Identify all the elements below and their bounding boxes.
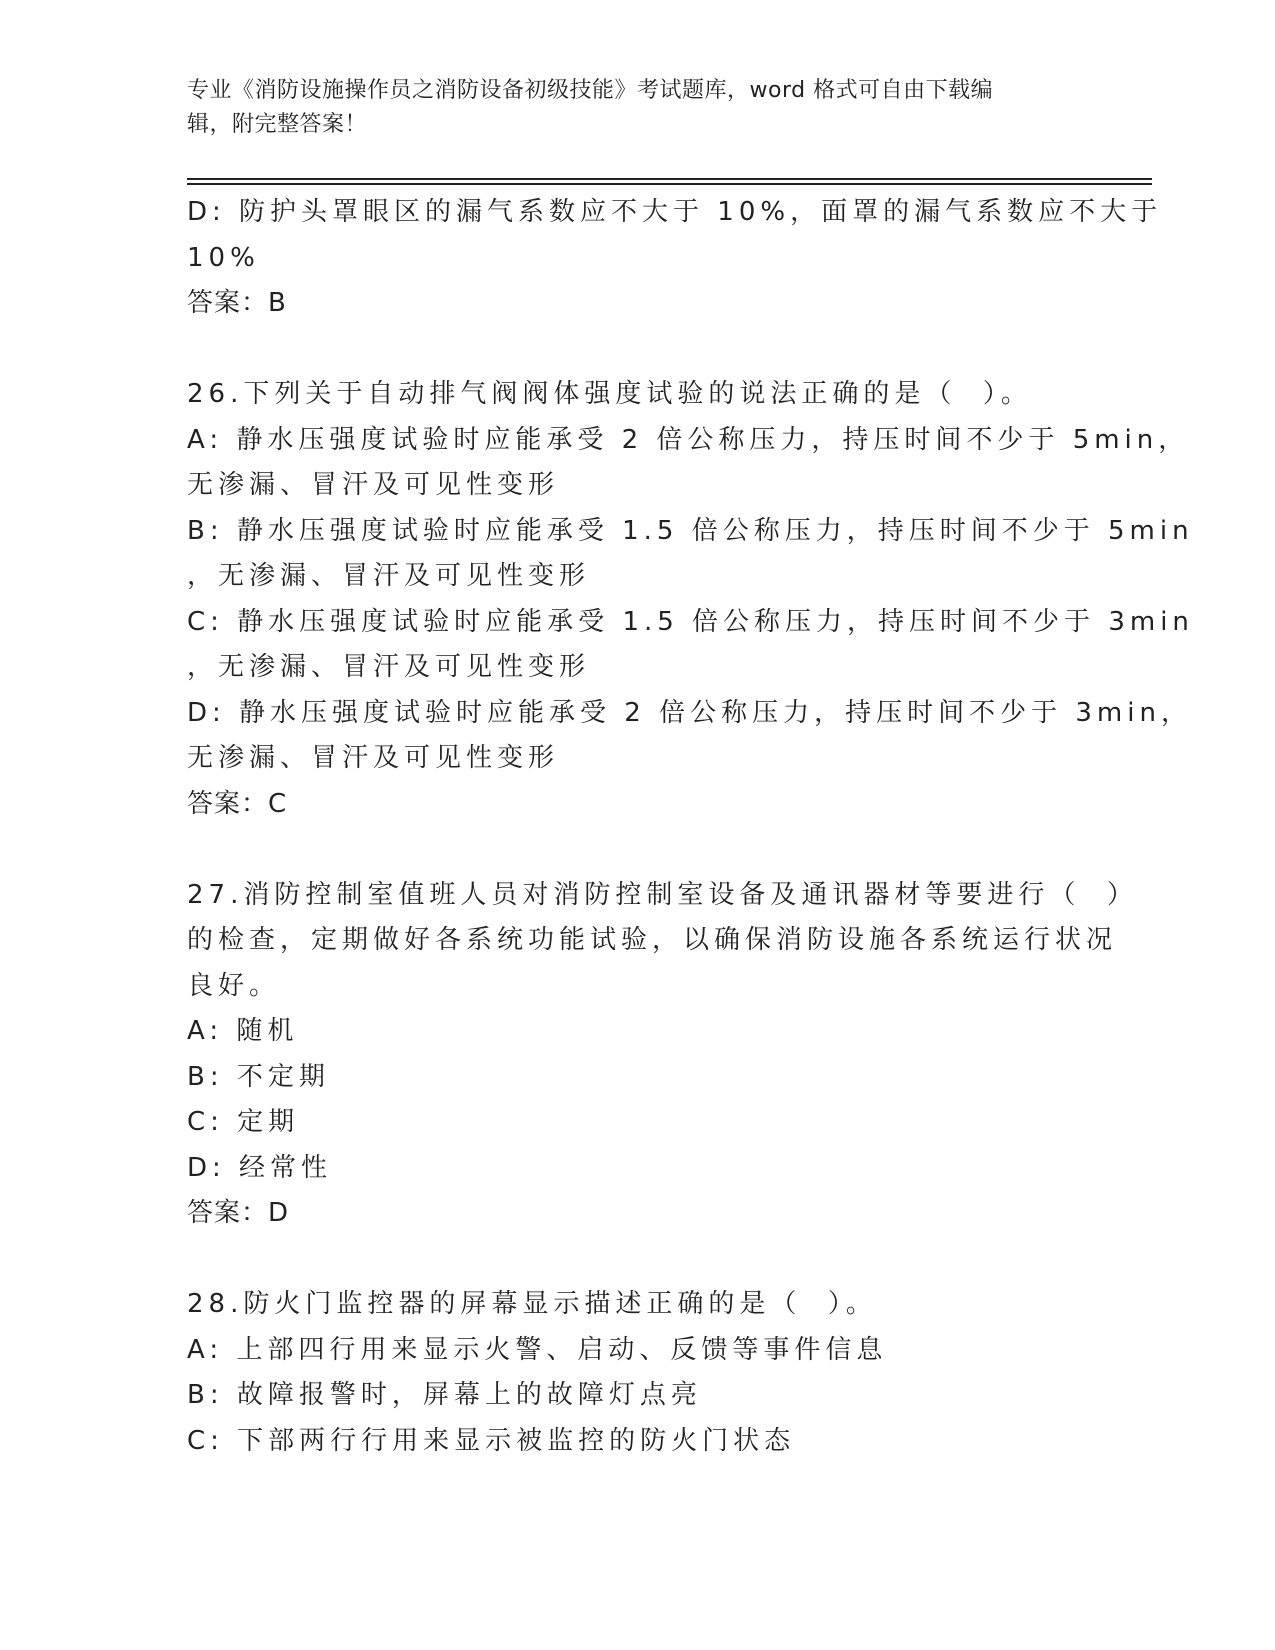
header-divider-bottom (187, 183, 1152, 185)
answer: 答案：C (187, 788, 288, 819)
option-b: B: 故障报警时，屏幕上的故障灯点亮 (187, 1380, 702, 1410)
question-stem: 27.消防控制室值班人员对消防控制室设备及通讯器材等要进行（ ） (187, 879, 1138, 910)
answer: 答案：D (187, 1198, 290, 1228)
option-d-continued: 无渗漏、冒汗及可见性变形 (187, 743, 560, 773)
option-c: C: 定期 (187, 1107, 300, 1137)
option-a: A: 随机 (187, 1016, 299, 1046)
previous-question-tail (187, 190, 1163, 327)
option-b-continued: ，无渗漏、冒汗及可见性变形 (187, 561, 591, 591)
question-stem-continued: 的检查，定期做好各系统功能试验，以确保消防设施各系统运行状况 (187, 925, 1118, 955)
option-c: C: 下部两行行用来显示被监控的防火门状态 (187, 1425, 796, 1456)
answer: 答案：B (187, 288, 287, 318)
header-line-1: 专业《消防设施操作员之消防设备初级技能》考试题库，word 格式可自由下载编 (187, 78, 994, 103)
option-a: A: 上部四行用来显示火警、启动、反馈等事件信息 (187, 1334, 888, 1365)
option-a: A: 静水压强度试验时应能承受 2 倍公称压力，持压时间不少于 5min， (187, 424, 1190, 455)
question-26 (187, 372, 1194, 827)
question-28 (187, 1282, 1087, 1464)
option-b: B: 静水压强度试验时应能承受 1.5 倍公称压力，持压时间不少于 5min (187, 515, 1194, 546)
option-d: D: 防护头罩眼区的漏气系数应不大于 10%，面罩的漏气系数应不大于 (187, 197, 1163, 227)
question-stem-continued: 良好。 (187, 970, 281, 1001)
option-c: C: 静水压强度试验时应能承受 1.5 倍公称压力，持压时间不少于 3min (187, 606, 1194, 637)
question-27 (187, 873, 1138, 1237)
header-line-2: 辑，附完整答案！ (187, 112, 368, 137)
option-d: D: 静水压强度试验时应能承受 2 倍公称压力，持压时间不少于 3min， (187, 697, 1192, 728)
header-divider-top (187, 178, 1152, 180)
option-b: B: 不定期 (187, 1061, 330, 1092)
question-stem: 26.下列关于自动排气阀阀体强度试验的说法正确的是（ ）。 (187, 379, 1032, 409)
option-a-continued: 无渗漏、冒汗及可见性变形 (187, 470, 560, 500)
option-d: D: 经常性 (187, 1152, 333, 1183)
option-c-continued: ，无渗漏、冒汗及可见性变形 (187, 652, 591, 682)
question-content (187, 190, 1194, 1464)
option-d-continued: 10% (187, 242, 260, 273)
question-stem: 28.防火门监控器的屏幕显示描述正确的是（ ）。 (187, 1289, 877, 1319)
document-header (187, 74, 1067, 142)
